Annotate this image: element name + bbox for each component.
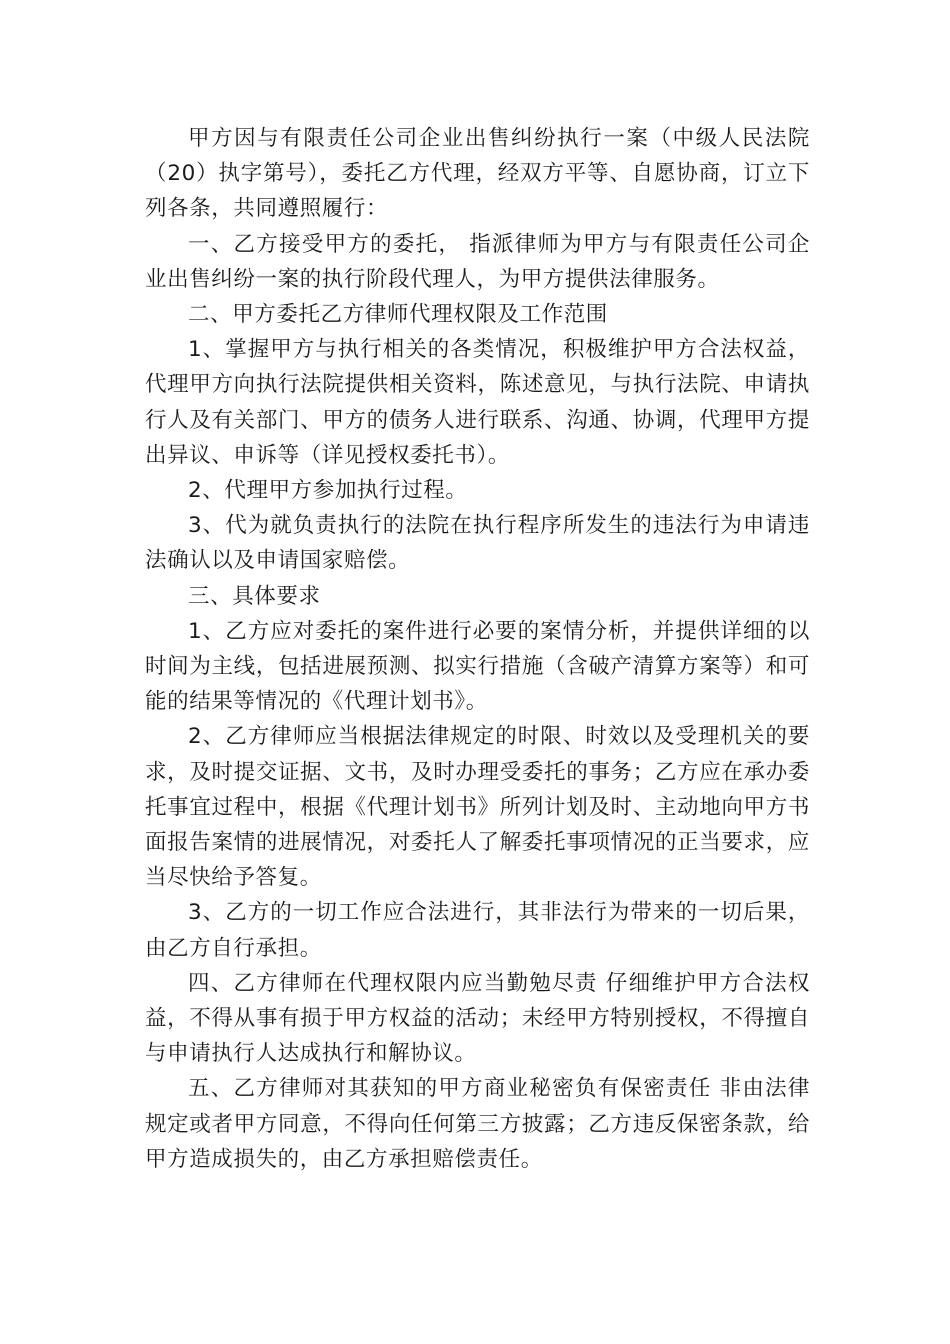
document-body: [145, 121, 810, 1177]
paragraph-clause-3-heading: 三、具体要求: [188, 583, 321, 609]
paragraph-clause-2-item-3: 3、代为就负责执行的法院在执行程序所发生的违法行为申请违法确认以及申请国家赔偿。: [145, 513, 810, 574]
paragraph-clause-4: 四、乙方律师在代理权限内应当勤勉尽责 仔细维护甲方合法权益，不得从事有损于甲方权益的活动；未经甲方特别授权，不得擅自与申请执行人达成执行和解协议。: [145, 970, 810, 1067]
paragraph-clause-1: 一、乙方接受甲方的委托， 指派律师为甲方与有限责任公司企业出售纠纷一案的执行阶段代理人，为甲方提供法律服务。: [145, 231, 810, 292]
paragraph-clause-2-item-1: 1、掌握甲方与执行相关的各类情况，积极维护甲方合法权益，代理甲方向执行法院提供相关资料，陈述意见，与执行法院、申请执行人及有关部门、甲方的债务人进行联系、沟通、协调，代理甲方提出异议、申诉等（详见授权委托书）。: [145, 337, 810, 468]
paragraph-clause-2-item-2: 2、代理甲方参加执行过程。: [188, 478, 468, 504]
paragraph-clause-3-item-1: 1、乙方应对委托的案件进行必要的案情分析，并提供详细的以时间为主线，包括进展预测、拟实行措施（含破产清算方案等）和可能的结果等情况的《代理计划书》。: [145, 618, 810, 715]
paragraph-clause-3-item-3: 3、乙方的一切工作应合法进行，其非法行为带来的一切后果，由乙方自行承担。: [145, 900, 810, 961]
paragraph-intro: 甲方因与有限责任公司企业出售纠纷执行一案（中级人民法院（20）执字第号），委托乙方代理，经双方平等、自愿协商，订立下列各条，共同遵照履行：: [145, 126, 810, 222]
paragraph-clause-2-heading: 二、甲方委托乙方律师代理权限及工作范围: [188, 302, 608, 328]
paragraph-clause-3-item-2: 2、乙方律师应当根据法律规定的时限、时效以及受理机关的要求，及时提交证据、文书，及时办理受委托的事务；乙方应在承办委托事宜过程中，根据《代理计划书》所列计划及时、主动地向甲方书面报告案情的进展情况，对委托人了解委托事项情况的正当要求，应当尽快给予答复。: [145, 724, 810, 891]
paragraph-clause-5: 五、乙方律师对其获知的甲方商业秘密负有保密责任 非由法律规定或者甲方同意，不得向任何第三方披露；乙方违反保密条款，给甲方造成损失的，由乙方承担赔偿责任。: [145, 1076, 810, 1172]
